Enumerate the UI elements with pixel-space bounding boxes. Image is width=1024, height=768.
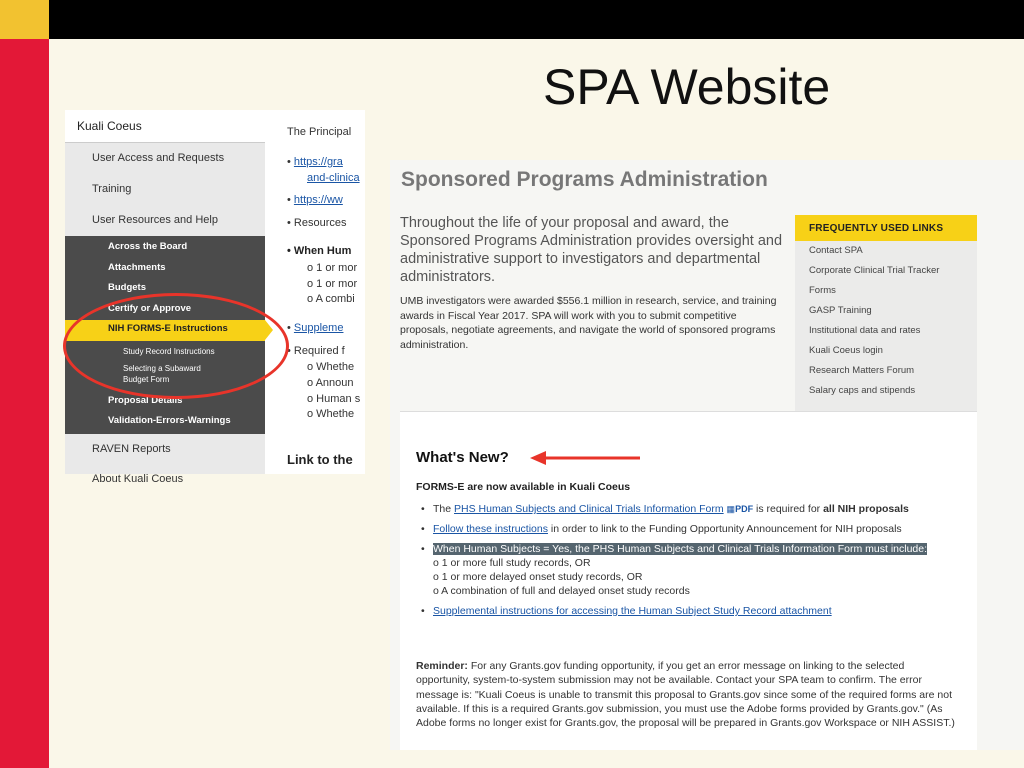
km-bullet-5: • Suppleme (287, 322, 344, 334)
spa-page-title: Sponsored Programs Administration (401, 168, 768, 191)
news-list (416, 502, 956, 624)
pdf-label: PDF (735, 504, 754, 514)
news-item-phs-form (416, 502, 956, 516)
news-item-1-bold: all NIH proposals (823, 503, 909, 515)
link-kuali-coeus-login[interactable]: Kuali Coeus login (809, 345, 883, 356)
link-institutional-data[interactable]: Institutional data and rates (809, 325, 921, 336)
nav-validation-errors-warnings[interactable]: Validation-Errors-Warnings (108, 415, 231, 426)
nav-user-resources[interactable]: User Resources and Help (92, 214, 218, 226)
news-sub-1: o 1 or more full study records, OR (433, 557, 591, 569)
km-sub-6: o Human s (307, 393, 361, 405)
link-follow-instructions[interactable]: Follow these instructions (433, 523, 548, 535)
spa-website-screenshot (390, 160, 1024, 750)
pdf-icon[interactable]: ▦PDF (726, 504, 754, 514)
link-gasp-training[interactable]: GASP Training (809, 305, 872, 316)
link-phs-form[interactable]: PHS Human Subjects and Clinical Trials Information Form (454, 503, 724, 515)
km-sub-1: o 1 or mor (307, 262, 358, 274)
km-sub-5: o Announ (307, 377, 354, 389)
news-sub-3: o A combination of full and delayed onset study records (433, 585, 690, 597)
nav-training[interactable]: Training (92, 183, 132, 195)
km-sub-4: o Whethe (307, 361, 355, 373)
whats-new-panel (400, 411, 977, 750)
news-item-human-subjects (416, 542, 956, 598)
slide-red-strip (0, 39, 49, 768)
news-item-1-prefix: The (433, 503, 455, 515)
km-sub-3: o A combi (307, 293, 355, 305)
reminder-body: For any Grants.gov funding opportunity, if you get an error message on linking to the selected opportunity, system-to-system submission may not be available. Contact your SPA team to confirm. The error message is: "Kuali Coeus is unable to transmit this proposal to Grants.gov since some of the required forms are not available. If this is a required Grants.gov submission, you must use the Adobe forms provided by Grants.gov." (As Adobe forms no longer exist for Grants.gov, the proposal will be prepared in Grants.gov Workspace or NIH ASSIST.) (416, 660, 955, 730)
kuali-coeus-screenshot (65, 110, 365, 485)
forms-e-heading: FORMS-E are now available in Kuali Coeus (416, 481, 631, 493)
nav-proposal-details[interactable]: Proposal Details (108, 394, 183, 406)
highlighted-human-subjects-text: When Human Subjects = Yes, the PHS Human Subjects and Clinical Trials Information Form must include: (433, 543, 928, 555)
nav-raven-reports[interactable]: RAVEN Reports (92, 443, 171, 455)
nav-nih-forms-e-active[interactable]: NIH FORMS-E Instructions (65, 320, 265, 341)
km-required-text: Required f (293, 345, 345, 357)
km-bullet-2: • https://ww (287, 194, 343, 206)
km-bullet-4: • When Hum (287, 245, 352, 257)
news-item-supplemental (416, 604, 956, 618)
spa-intro-text: Throughout the life of your proposal and award, the Sponsored Programs Administration provides oversight and administrative support to investigators and departmental administrators. (400, 215, 783, 285)
km-link-supplemental[interactable]: Suppleme (293, 322, 344, 334)
nav-budgets[interactable]: Budgets (108, 282, 146, 293)
km-link-heading: Link to the (287, 452, 353, 467)
news-item-2-rest: in order to link to the Funding Opportunity Announcement for NIH proposals (547, 523, 902, 535)
link-research-matters-forum[interactable]: Research Matters Forum (809, 365, 915, 376)
nav-study-record-instructions[interactable]: Study Record Instructions (123, 346, 215, 356)
km-resources-text: Resources (293, 217, 347, 229)
nav-selecting-subaward-budget-form[interactable]: Selecting a Subaward Budget Form (123, 363, 201, 384)
km-sub-7: o Whethe (307, 408, 355, 420)
nav-user-access[interactable]: User Access and Requests (92, 152, 225, 164)
nav-about-kuali-coeus[interactable]: About Kuali Coeus (92, 473, 184, 485)
km-link-grants[interactable]: https://gra (293, 156, 343, 168)
spa-awards-text: UMB investigators were awarded $556.1 million in research, service, and training awards in Fiscal Year 2017. SPA will work with you to submit competitive proposals, negotiate agreements, and navigate the world of sponsored programs administration. (400, 295, 777, 351)
slide-gold-block (0, 0, 49, 39)
km-link-www[interactable]: https://ww (293, 194, 343, 206)
km-when-human-text: When Hum (293, 245, 352, 257)
kuali-main-content-cropped (277, 110, 367, 474)
slide-title: SPA Website (543, 59, 831, 115)
km-principal-text: The Principal (287, 126, 352, 138)
link-contact-spa[interactable]: Contact SPA (809, 245, 863, 256)
reminder-text (416, 659, 956, 730)
link-clinical-trial-tracker[interactable]: Corporate Clinical Trial Tracker (809, 265, 940, 276)
links-panel-title: FREQUENTLY USED LINKS (795, 215, 977, 241)
km-bullet-1: • https://gra (287, 156, 343, 168)
km-link-clinical[interactable]: and-clinica (307, 172, 360, 184)
kuali-nav-title[interactable]: Kuali Coeus (65, 110, 265, 143)
nav-across-the-board[interactable]: Across the Board (108, 241, 188, 252)
frequently-used-links-panel (795, 215, 977, 411)
link-salary-caps[interactable]: Salary caps and stipends (809, 385, 916, 396)
reminder-label: Reminder: (416, 660, 468, 672)
nav-certify-approve[interactable]: Certify or Approve (108, 302, 192, 314)
link-forms[interactable]: Forms (809, 285, 836, 296)
annotation-arrow-icon (530, 449, 642, 467)
km-sub-2: o 1 or mor (307, 278, 358, 290)
link-supplemental-instructions[interactable]: Supplemental instructions for accessing the Human Subject Study Record attachment (433, 605, 832, 617)
nav-attachments[interactable]: Attachments (108, 261, 166, 273)
km-bullet-3: • Resources (287, 217, 347, 229)
annotation-red-oval (63, 293, 289, 399)
news-sub-2: o 1 or more delayed onset study records, OR (433, 571, 643, 583)
km-bullet-6: • Required f (287, 345, 345, 357)
news-item-instructions (416, 522, 956, 536)
slide-top-bar (0, 0, 1024, 39)
whats-new-title: What's New? (416, 449, 509, 466)
news-item-1-mid: is required for (753, 503, 824, 515)
kuali-sidebar (65, 110, 265, 485)
